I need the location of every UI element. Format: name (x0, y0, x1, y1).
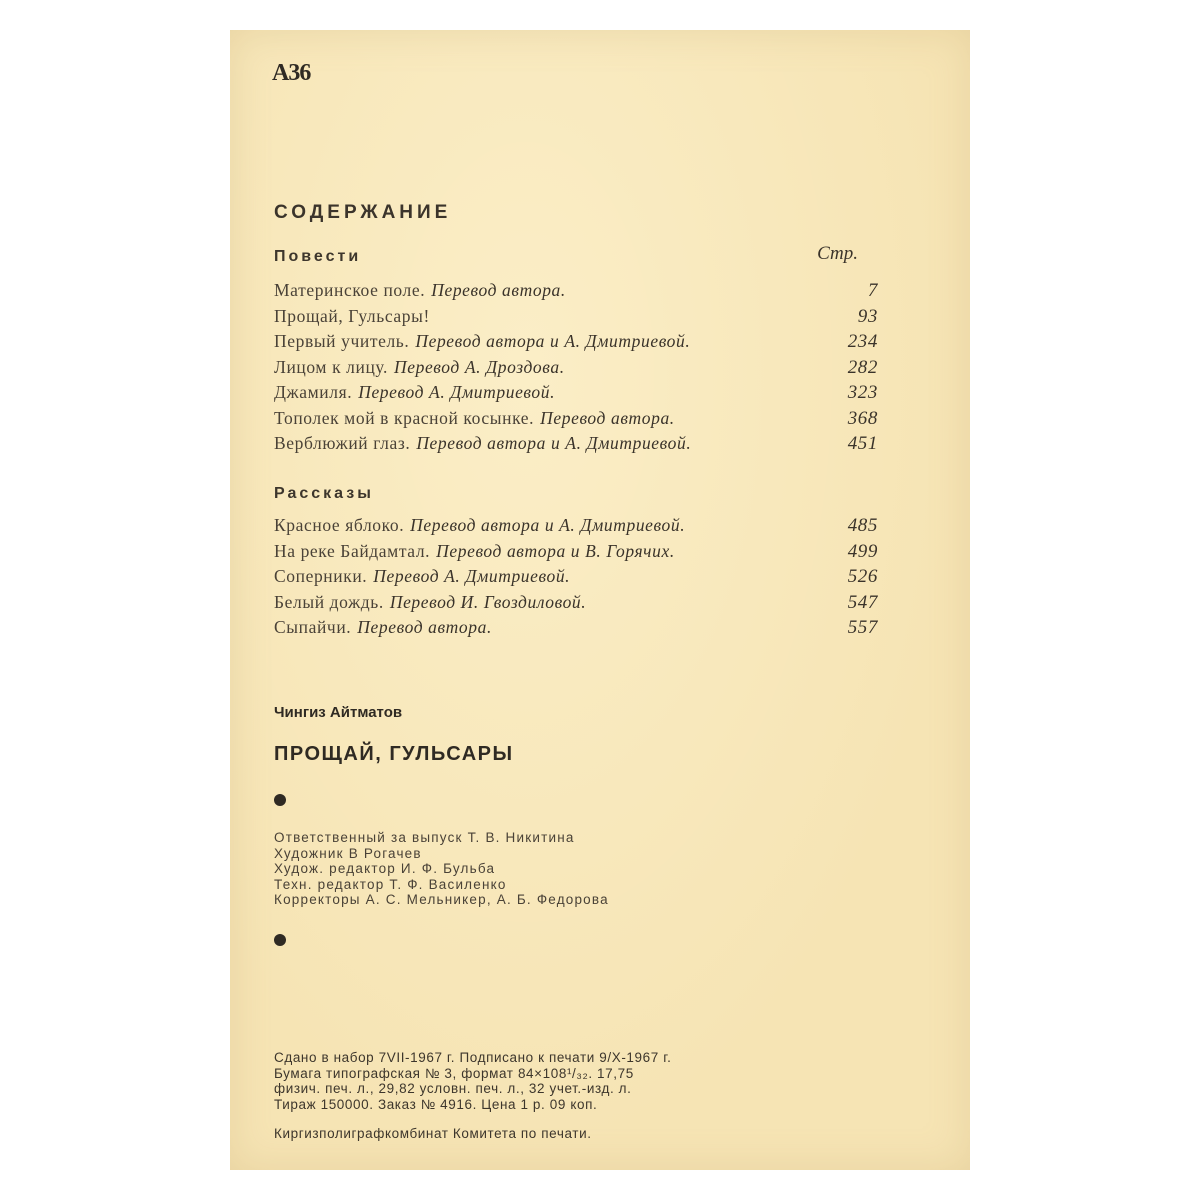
toc-entry-page: 451 (847, 433, 878, 454)
credits-line: Ответственный за выпуск Т. В. Никитина (274, 830, 575, 845)
toc-entry-translation: Перевод А. Дмитриевой. (373, 566, 571, 586)
section-heading-stories: Рассказы (274, 485, 374, 502)
toc-entry-title: Верблюжий глаз. (274, 433, 411, 453)
bullet-dot-icon (274, 794, 286, 806)
toc-entry-translation: Перевод автора и А. Дмитриевой. (416, 433, 692, 453)
toc-entry-translation: Перевод А. Дроздова. (393, 356, 565, 377)
catalog-code: А36 (272, 60, 311, 86)
credits-line: Худож. редактор И. Ф. Бульба (274, 861, 496, 876)
toc-entry (274, 617, 878, 643)
toc-entry-page: 234 (847, 331, 878, 352)
toc-entry-translation: Перевод автора и А. Дмитриевой. (415, 331, 691, 351)
printer-line: Киргизполиграфкомбинат Комитета по печати. (274, 1126, 592, 1141)
toc-entry-title: Лицом к лицу. (274, 356, 388, 377)
toc-entry-title: Джамиля. (274, 382, 353, 402)
toc-entry-translation: Перевод автора и А. Дмитриевой. (410, 515, 686, 535)
toc-entry-title: Прощай, Гульсары! (274, 305, 430, 326)
author-name: Чингиз Айтматов (274, 704, 403, 721)
toc-entry (274, 566, 878, 592)
credits-line: Корректоры А. С. Мельникер, А. Б. Федорова (274, 892, 609, 907)
imprint-line: физич. печ. л., 29,82 условн. печ. л., 32 учет.-изд. л. (274, 1081, 632, 1096)
imprint-line: Тираж 150000. Заказ № 4916. Цена 1 р. 09 коп. (274, 1096, 598, 1112)
toc-entry (274, 433, 878, 459)
toc-entry-translation: Перевод А. Дмитриевой. (358, 382, 556, 402)
imprint-line: Бумага типографская № 3, формат 84×108¹/₃₂. 17,75 (274, 1065, 634, 1081)
toc-entry (274, 280, 878, 306)
toc-entry-title: Соперники. (274, 566, 368, 586)
toc-entry-translation: Перевод автора. (431, 280, 566, 300)
toc-entry (274, 592, 878, 618)
toc-list-stories (274, 515, 878, 643)
section-heading-novellas: Повести (274, 248, 362, 265)
toc-entry-page: 499 (847, 540, 878, 562)
contents-heading: СОДЕРЖАНИЕ (274, 202, 452, 223)
toc-entry-title: На реке Байдамтал. (274, 540, 431, 561)
credits-block (274, 830, 609, 908)
imprint-line: Сдано в набор 7VII-1967 г. Подписано к печати 9/Х-1967 г. (274, 1050, 672, 1065)
toc-entry-translation: Перевод автора. (357, 617, 492, 637)
toc-entry-page: 557 (847, 617, 878, 638)
toc-entry-page: 93 (857, 305, 878, 327)
toc-entry-title: Белый дождь. (274, 591, 384, 612)
toc-entry-page: 7 (867, 280, 878, 301)
toc-entry (274, 515, 878, 541)
toc-entry (274, 306, 878, 332)
toc-entry (274, 382, 878, 408)
toc-entry-page: 485 (847, 515, 878, 536)
toc-entry (274, 331, 878, 357)
imprint-block (274, 1050, 671, 1112)
toc-entry (274, 357, 878, 383)
toc-entry-page: 547 (847, 591, 878, 613)
toc-entry (274, 408, 878, 434)
toc-entry-page: 526 (847, 566, 878, 587)
toc-entry-title: Первый учитель. (274, 331, 410, 351)
credits-line: Техн. редактор Т. Ф. Василенко (274, 876, 507, 892)
book-page (230, 30, 970, 1170)
page-column-label: Стр. (817, 243, 858, 264)
toc-list-novellas (274, 280, 878, 459)
toc-entry-page: 323 (847, 382, 878, 403)
credits-line: Художник В Рогачев (274, 845, 422, 861)
toc-entry-title: Сыпайчи. (274, 617, 352, 637)
toc-entry-title: Тополек мой в красной косынке. (274, 407, 535, 428)
toc-entry (274, 541, 878, 567)
toc-entry-translation: Перевод И. Гвоздиловой. (389, 591, 587, 612)
toc-entry-page: 368 (847, 407, 878, 429)
book-title: ПРОЩАЙ, ГУЛЬСАРЫ (274, 743, 514, 765)
bullet-dot-icon (274, 934, 286, 946)
toc-entry-page: 282 (847, 356, 878, 378)
toc-entry-translation: Перевод автора и В. Горячих. (436, 540, 675, 561)
toc-entry-title: Материнское поле. (274, 280, 426, 300)
toc-entry-translation: Перевод автора. (540, 407, 675, 428)
toc-entry-title: Красное яблоко. (274, 515, 405, 535)
